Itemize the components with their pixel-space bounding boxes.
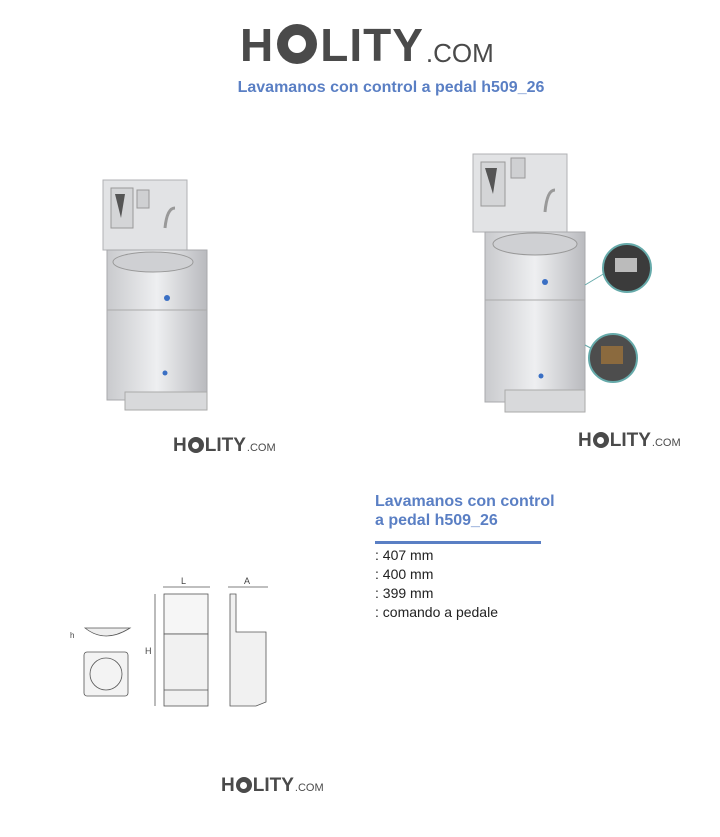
product-image-front[interactable] — [95, 170, 220, 420]
logo-domain: .COM — [651, 437, 681, 449]
logo-domain: .COM — [246, 442, 276, 454]
logo-letter-h: H — [578, 430, 592, 451]
spec-item: : 400 mm — [375, 566, 434, 582]
logo-letters: LITY — [204, 435, 246, 456]
product-heading-line-1: Lavamanos con control — [375, 493, 555, 510]
logo-letters: LITY — [252, 775, 294, 796]
spec-item: : 399 mm — [375, 585, 434, 601]
spec-item: : comando a pedale — [375, 604, 498, 620]
logo-domain: .COM — [425, 38, 494, 68]
sink-height-label: h — [70, 631, 75, 640]
logo-letter-h: H — [240, 19, 275, 71]
heading-underline — [375, 541, 541, 544]
logo-o-icon — [236, 777, 252, 793]
product-heading-line-2: a pedal h509_26 — [375, 512, 498, 529]
watermark-logo-3 — [221, 776, 324, 795]
page-title: Lavamanos con control a pedal h509_26 — [237, 79, 545, 96]
width-label: L — [181, 576, 187, 586]
site-logo[interactable] — [240, 18, 494, 71]
logo-letter-h: H — [173, 435, 187, 456]
spec-list — [375, 546, 498, 622]
watermark-logo-1 — [173, 436, 276, 455]
logo-letters: LITY — [609, 430, 651, 451]
logo-o-icon — [188, 437, 204, 453]
product-image-detail[interactable] — [465, 150, 660, 420]
watermark-logo-2 — [578, 431, 681, 450]
technical-drawing[interactable] — [60, 570, 280, 715]
logo-letters: LITY — [320, 19, 424, 71]
product-heading — [375, 492, 575, 530]
logo-o-icon — [277, 24, 317, 64]
logo-letter-h: H — [221, 775, 235, 796]
depth-label: A — [244, 576, 251, 586]
logo-o-icon — [593, 432, 609, 448]
height-label: H — [145, 646, 152, 656]
spec-item: : 407 mm — [375, 547, 434, 563]
logo-domain: .COM — [294, 782, 324, 794]
